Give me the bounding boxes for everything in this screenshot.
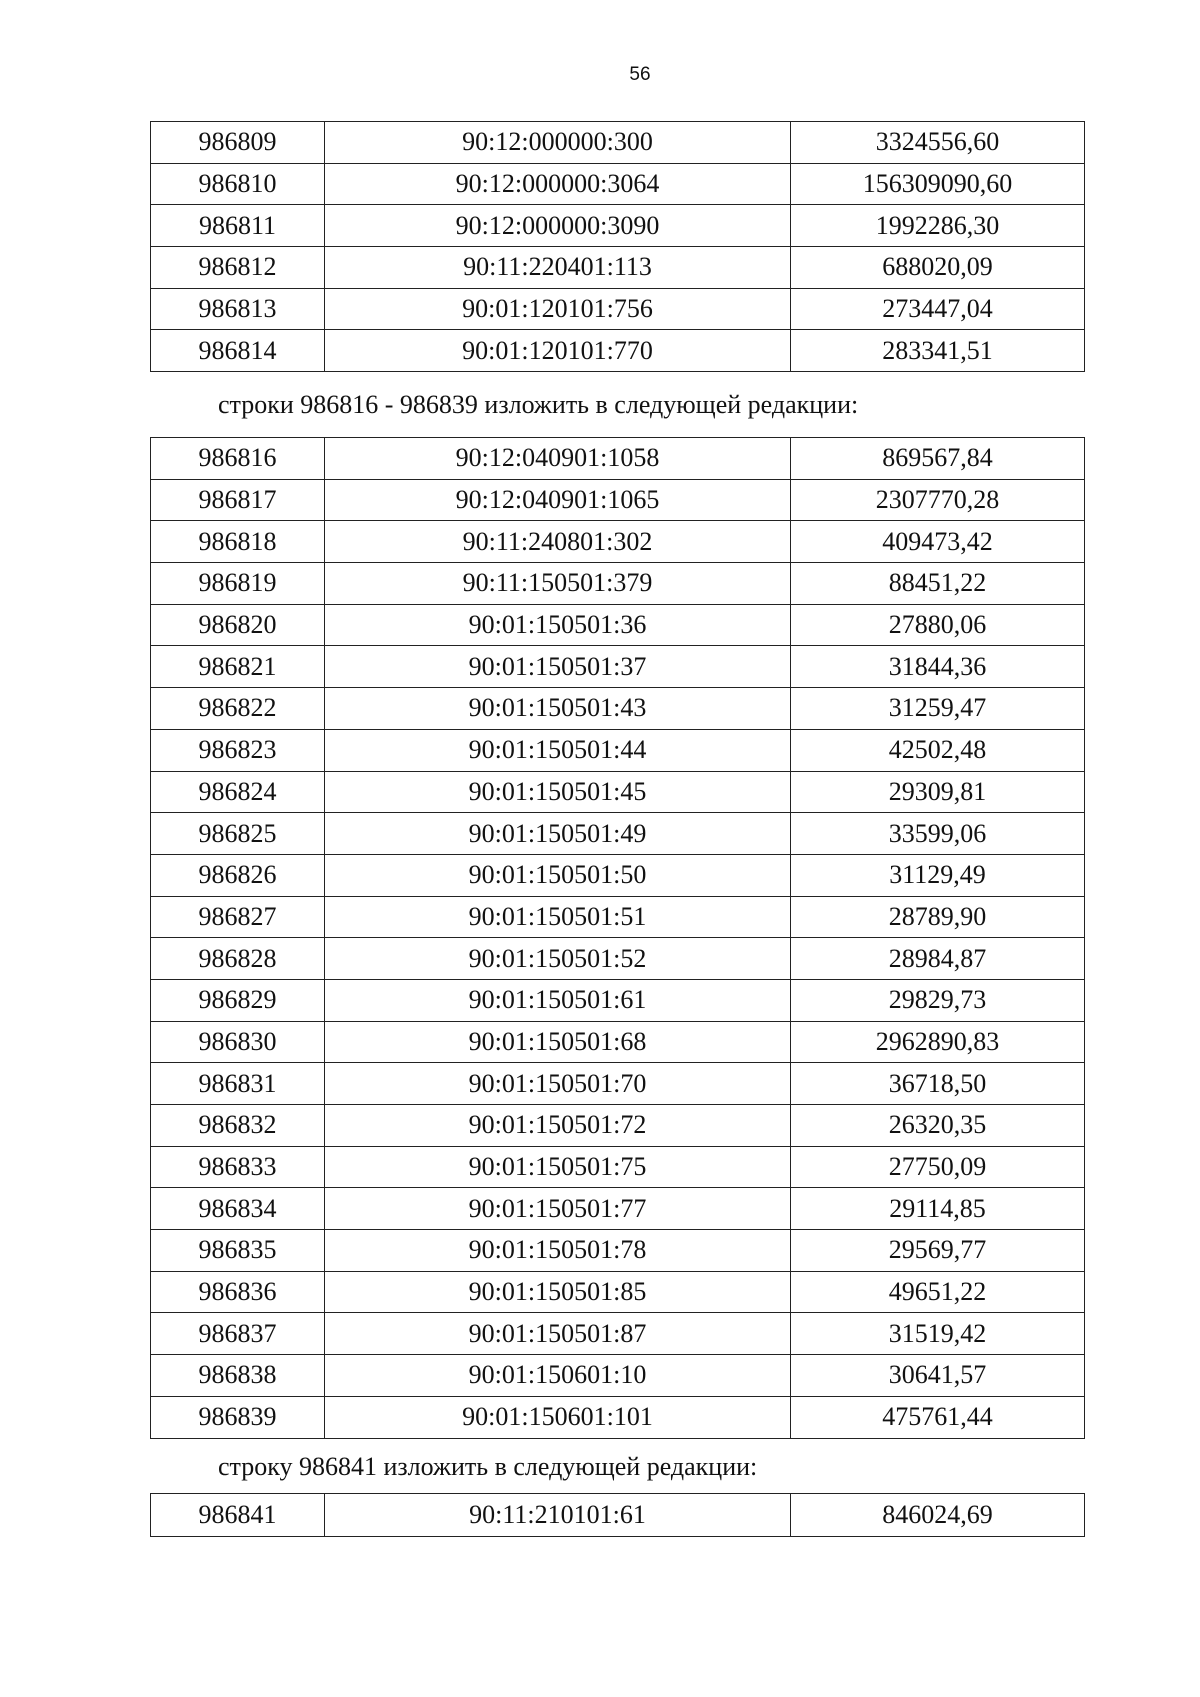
value-cell: 688020,09 bbox=[791, 247, 1085, 289]
table-rows-986809-986814 bbox=[150, 121, 1085, 372]
cadastral-number-cell: 90:01:150501:43 bbox=[325, 688, 791, 730]
cadastral-number-cell: 90:01:150501:37 bbox=[325, 646, 791, 688]
table-row bbox=[151, 896, 1085, 938]
table-row bbox=[151, 1313, 1085, 1355]
table-row bbox=[151, 1188, 1085, 1230]
instruction-rows-986816-986839: строки 986816 - 986839 изложить в следующей редакции: bbox=[218, 390, 859, 419]
row-number-cell: 986836 bbox=[151, 1271, 325, 1313]
cadastral-number-cell: 90:01:150501:61 bbox=[325, 979, 791, 1021]
row-number-cell: 986823 bbox=[151, 729, 325, 771]
cadastral-number-cell: 90:01:150501:87 bbox=[325, 1313, 791, 1355]
table-row bbox=[151, 729, 1085, 771]
value-cell: 28789,90 bbox=[791, 896, 1085, 938]
value-cell: 28984,87 bbox=[791, 938, 1085, 980]
value-cell: 29114,85 bbox=[791, 1188, 1085, 1230]
value-cell: 3324556,60 bbox=[791, 122, 1085, 164]
row-number-cell: 986818 bbox=[151, 521, 325, 563]
row-number-cell: 986827 bbox=[151, 896, 325, 938]
cadastral-number-cell: 90:01:150501:75 bbox=[325, 1146, 791, 1188]
value-cell: 29569,77 bbox=[791, 1230, 1085, 1272]
table-row bbox=[151, 854, 1085, 896]
table-row bbox=[151, 1494, 1085, 1537]
cadastral-number-cell: 90:01:150501:77 bbox=[325, 1188, 791, 1230]
value-cell: 273447,04 bbox=[791, 288, 1085, 330]
row-number-cell: 986819 bbox=[151, 563, 325, 605]
value-cell: 42502,48 bbox=[791, 729, 1085, 771]
table-row bbox=[151, 438, 1085, 480]
cadastral-number-cell: 90:11:150501:379 bbox=[325, 563, 791, 605]
value-cell: 869567,84 bbox=[791, 438, 1085, 480]
value-cell: 2307770,28 bbox=[791, 479, 1085, 521]
cadastral-number-cell: 90:01:150501:45 bbox=[325, 771, 791, 813]
cadastral-number-cell: 90:12:040901:1065 bbox=[325, 479, 791, 521]
row-number-cell: 986816 bbox=[151, 438, 325, 480]
row-number-cell: 986839 bbox=[151, 1396, 325, 1438]
table-row bbox=[151, 604, 1085, 646]
instruction-row-986841: строку 986841 изложить в следующей редакции: bbox=[218, 1452, 758, 1481]
row-number-cell: 986822 bbox=[151, 688, 325, 730]
cadastral-number-cell: 90:01:150501:85 bbox=[325, 1271, 791, 1313]
row-number-cell: 986834 bbox=[151, 1188, 325, 1230]
value-cell: 409473,42 bbox=[791, 521, 1085, 563]
cadastral-number-cell: 90:01:150501:44 bbox=[325, 729, 791, 771]
row-number-cell: 986829 bbox=[151, 979, 325, 1021]
row-number-cell: 986820 bbox=[151, 604, 325, 646]
value-cell: 26320,35 bbox=[791, 1105, 1085, 1147]
cadastral-number-cell: 90:01:150501:78 bbox=[325, 1230, 791, 1272]
cadastral-number-cell: 90:01:150501:70 bbox=[325, 1063, 791, 1105]
table-row bbox=[151, 979, 1085, 1021]
value-cell: 27880,06 bbox=[791, 604, 1085, 646]
table-row-986841 bbox=[150, 1493, 1085, 1537]
table-row bbox=[151, 646, 1085, 688]
cadastral-number-cell: 90:11:220401:113 bbox=[325, 247, 791, 289]
cadastral-number-cell: 90:01:150501:49 bbox=[325, 813, 791, 855]
value-cell: 31129,49 bbox=[791, 854, 1085, 896]
row-number-cell: 986837 bbox=[151, 1313, 325, 1355]
row-number-cell: 986835 bbox=[151, 1230, 325, 1272]
cadastral-number-cell: 90:12:000000:3090 bbox=[325, 205, 791, 247]
row-number-cell: 986817 bbox=[151, 479, 325, 521]
value-cell: 846024,69 bbox=[791, 1494, 1085, 1537]
cadastral-number-cell: 90:01:150501:72 bbox=[325, 1105, 791, 1147]
table-row bbox=[151, 1396, 1085, 1438]
cadastral-number-cell: 90:01:120101:756 bbox=[325, 288, 791, 330]
row-number-cell: 986812 bbox=[151, 247, 325, 289]
row-number-cell: 986832 bbox=[151, 1105, 325, 1147]
row-number-cell: 986841 bbox=[151, 1494, 325, 1537]
row-number-cell: 986828 bbox=[151, 938, 325, 980]
table-row bbox=[151, 479, 1085, 521]
row-number-cell: 986813 bbox=[151, 288, 325, 330]
value-cell: 1992286,30 bbox=[791, 205, 1085, 247]
table-row bbox=[151, 1146, 1085, 1188]
table-row bbox=[151, 813, 1085, 855]
value-cell: 283341,51 bbox=[791, 330, 1085, 372]
table-row bbox=[151, 1063, 1085, 1105]
cadastral-number-cell: 90:01:150601:101 bbox=[325, 1396, 791, 1438]
value-cell: 156309090,60 bbox=[791, 163, 1085, 205]
table-row bbox=[151, 521, 1085, 563]
value-cell: 29829,73 bbox=[791, 979, 1085, 1021]
table-row bbox=[151, 1230, 1085, 1272]
row-number-cell: 986826 bbox=[151, 854, 325, 896]
table-row bbox=[151, 1271, 1085, 1313]
table-row bbox=[151, 771, 1085, 813]
value-cell: 31844,36 bbox=[791, 646, 1085, 688]
cadastral-number-cell: 90:11:240801:302 bbox=[325, 521, 791, 563]
table-row bbox=[151, 163, 1085, 205]
cadastral-number-cell: 90:12:040901:1058 bbox=[325, 438, 791, 480]
table-row bbox=[151, 1355, 1085, 1397]
table-row bbox=[151, 247, 1085, 289]
value-cell: 36718,50 bbox=[791, 1063, 1085, 1105]
cadastral-number-cell: 90:01:120101:770 bbox=[325, 330, 791, 372]
cadastral-number-cell: 90:11:210101:61 bbox=[325, 1494, 791, 1537]
cadastral-number-cell: 90:01:150501:50 bbox=[325, 854, 791, 896]
table-row bbox=[151, 288, 1085, 330]
value-cell: 2962890,83 bbox=[791, 1021, 1085, 1063]
table-row bbox=[151, 688, 1085, 730]
table-row bbox=[151, 122, 1085, 164]
cadastral-number-cell: 90:01:150601:10 bbox=[325, 1355, 791, 1397]
cadastral-number-cell: 90:01:150501:51 bbox=[325, 896, 791, 938]
table-row bbox=[151, 1105, 1085, 1147]
cadastral-number-cell: 90:01:150501:36 bbox=[325, 604, 791, 646]
page-number: 56 bbox=[629, 64, 651, 85]
row-number-cell: 986824 bbox=[151, 771, 325, 813]
cadastral-number-cell: 90:01:150501:52 bbox=[325, 938, 791, 980]
cadastral-number-cell: 90:12:000000:300 bbox=[325, 122, 791, 164]
row-number-cell: 986811 bbox=[151, 205, 325, 247]
value-cell: 33599,06 bbox=[791, 813, 1085, 855]
value-cell: 27750,09 bbox=[791, 1146, 1085, 1188]
value-cell: 31259,47 bbox=[791, 688, 1085, 730]
table-row bbox=[151, 938, 1085, 980]
value-cell: 49651,22 bbox=[791, 1271, 1085, 1313]
value-cell: 30641,57 bbox=[791, 1355, 1085, 1397]
value-cell: 88451,22 bbox=[791, 563, 1085, 605]
value-cell: 31519,42 bbox=[791, 1313, 1085, 1355]
row-number-cell: 986833 bbox=[151, 1146, 325, 1188]
row-number-cell: 986838 bbox=[151, 1355, 325, 1397]
row-number-cell: 986821 bbox=[151, 646, 325, 688]
row-number-cell: 986830 bbox=[151, 1021, 325, 1063]
table-row bbox=[151, 563, 1085, 605]
table-row bbox=[151, 1021, 1085, 1063]
cadastral-number-cell: 90:12:000000:3064 bbox=[325, 163, 791, 205]
value-cell: 475761,44 bbox=[791, 1396, 1085, 1438]
value-cell: 29309,81 bbox=[791, 771, 1085, 813]
table-row bbox=[151, 205, 1085, 247]
row-number-cell: 986831 bbox=[151, 1063, 325, 1105]
row-number-cell: 986810 bbox=[151, 163, 325, 205]
row-number-cell: 986825 bbox=[151, 813, 325, 855]
row-number-cell: 986809 bbox=[151, 122, 325, 164]
table-rows-986816-986839 bbox=[150, 437, 1085, 1439]
cadastral-number-cell: 90:01:150501:68 bbox=[325, 1021, 791, 1063]
row-number-cell: 986814 bbox=[151, 330, 325, 372]
table-row bbox=[151, 330, 1085, 372]
